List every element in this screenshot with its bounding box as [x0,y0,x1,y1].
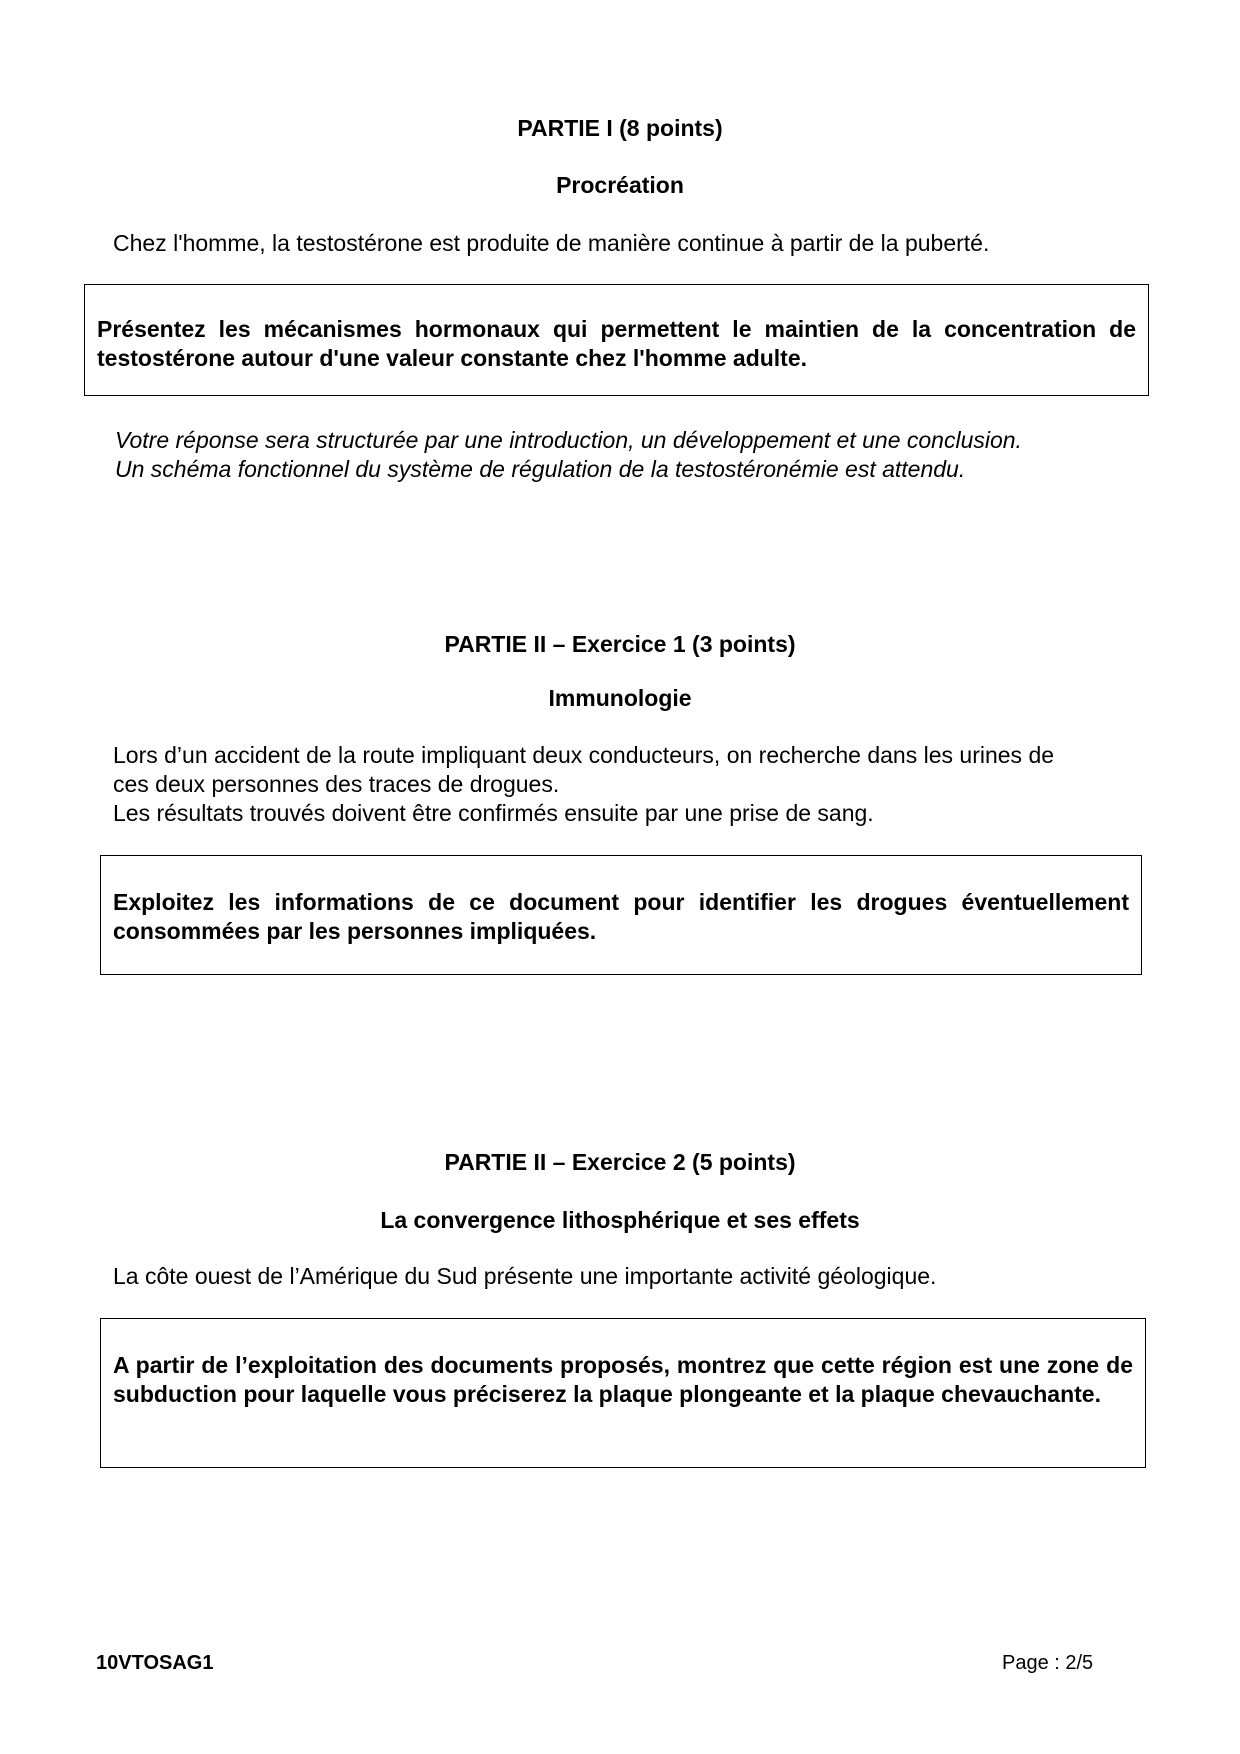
part2ex1-intro-line: Lors d’un accident de la route impliquant deux conducteurs, on recherche dans les urines de [113,742,1055,768]
part2ex1-task-box [100,855,1142,975]
part2ex1-heading: PARTIE II – Exercice 1 (3 points) [444,631,796,657]
part2ex1-intro-line: ces deux personnes des traces de drogues. [113,771,560,797]
part2ex1-task: Exploitez les informations de ce document pour identifier les drogues éventuellement consommées par les personnes impliquées. [113,889,1129,944]
part2ex2-subheading: La convergence lithosphérique et ses effets [380,1207,860,1233]
part1-intro: Chez l'homme, la testostérone est produite de manière continue à partir de la puberté. [113,230,990,256]
part2ex1-subheading: Immunologie [548,685,692,711]
part1-instructions [115,426,1145,484]
part1-subheading: Procréation [556,172,684,198]
part1-task-box [84,284,1149,396]
part1-heading: PARTIE I (8 points) [517,115,723,141]
part2ex1-intro-line: Les résultats trouvés doivent être confirmés ensuite par une prise de sang. [113,800,874,826]
part1-instruction-line: Votre réponse sera structurée par une introduction, un développement et une conclusion. [115,427,1022,453]
part2ex2-heading: PARTIE II – Exercice 2 (5 points) [444,1149,796,1175]
part2ex1-intro [113,741,1153,828]
part2ex2-intro: La côte ouest de l’Amérique du Sud présente une importante activité géologique. [113,1263,937,1289]
part2ex2-task-box [100,1318,1146,1468]
footer-page-number: Page : 2/5 [1002,1652,1094,1674]
part1-instruction-line: Un schéma fonctionnel du système de régulation de la testostéronémie est attendu. [115,456,966,482]
part1-task: Présentez les mécanismes hormonaux qui permettent le maintien de la concentration de testostérone autour d'une valeur constante chez l'homme adulte. [97,316,1136,371]
footer-code: 10VTOSAG1 [96,1652,214,1674]
part2ex2-task: A partir de l’exploitation des documents proposés, montrez que cette région est une zone de subduction pour laquelle vous préciserez la plaque plongeante et la plaque chevauchante. [113,1352,1133,1407]
